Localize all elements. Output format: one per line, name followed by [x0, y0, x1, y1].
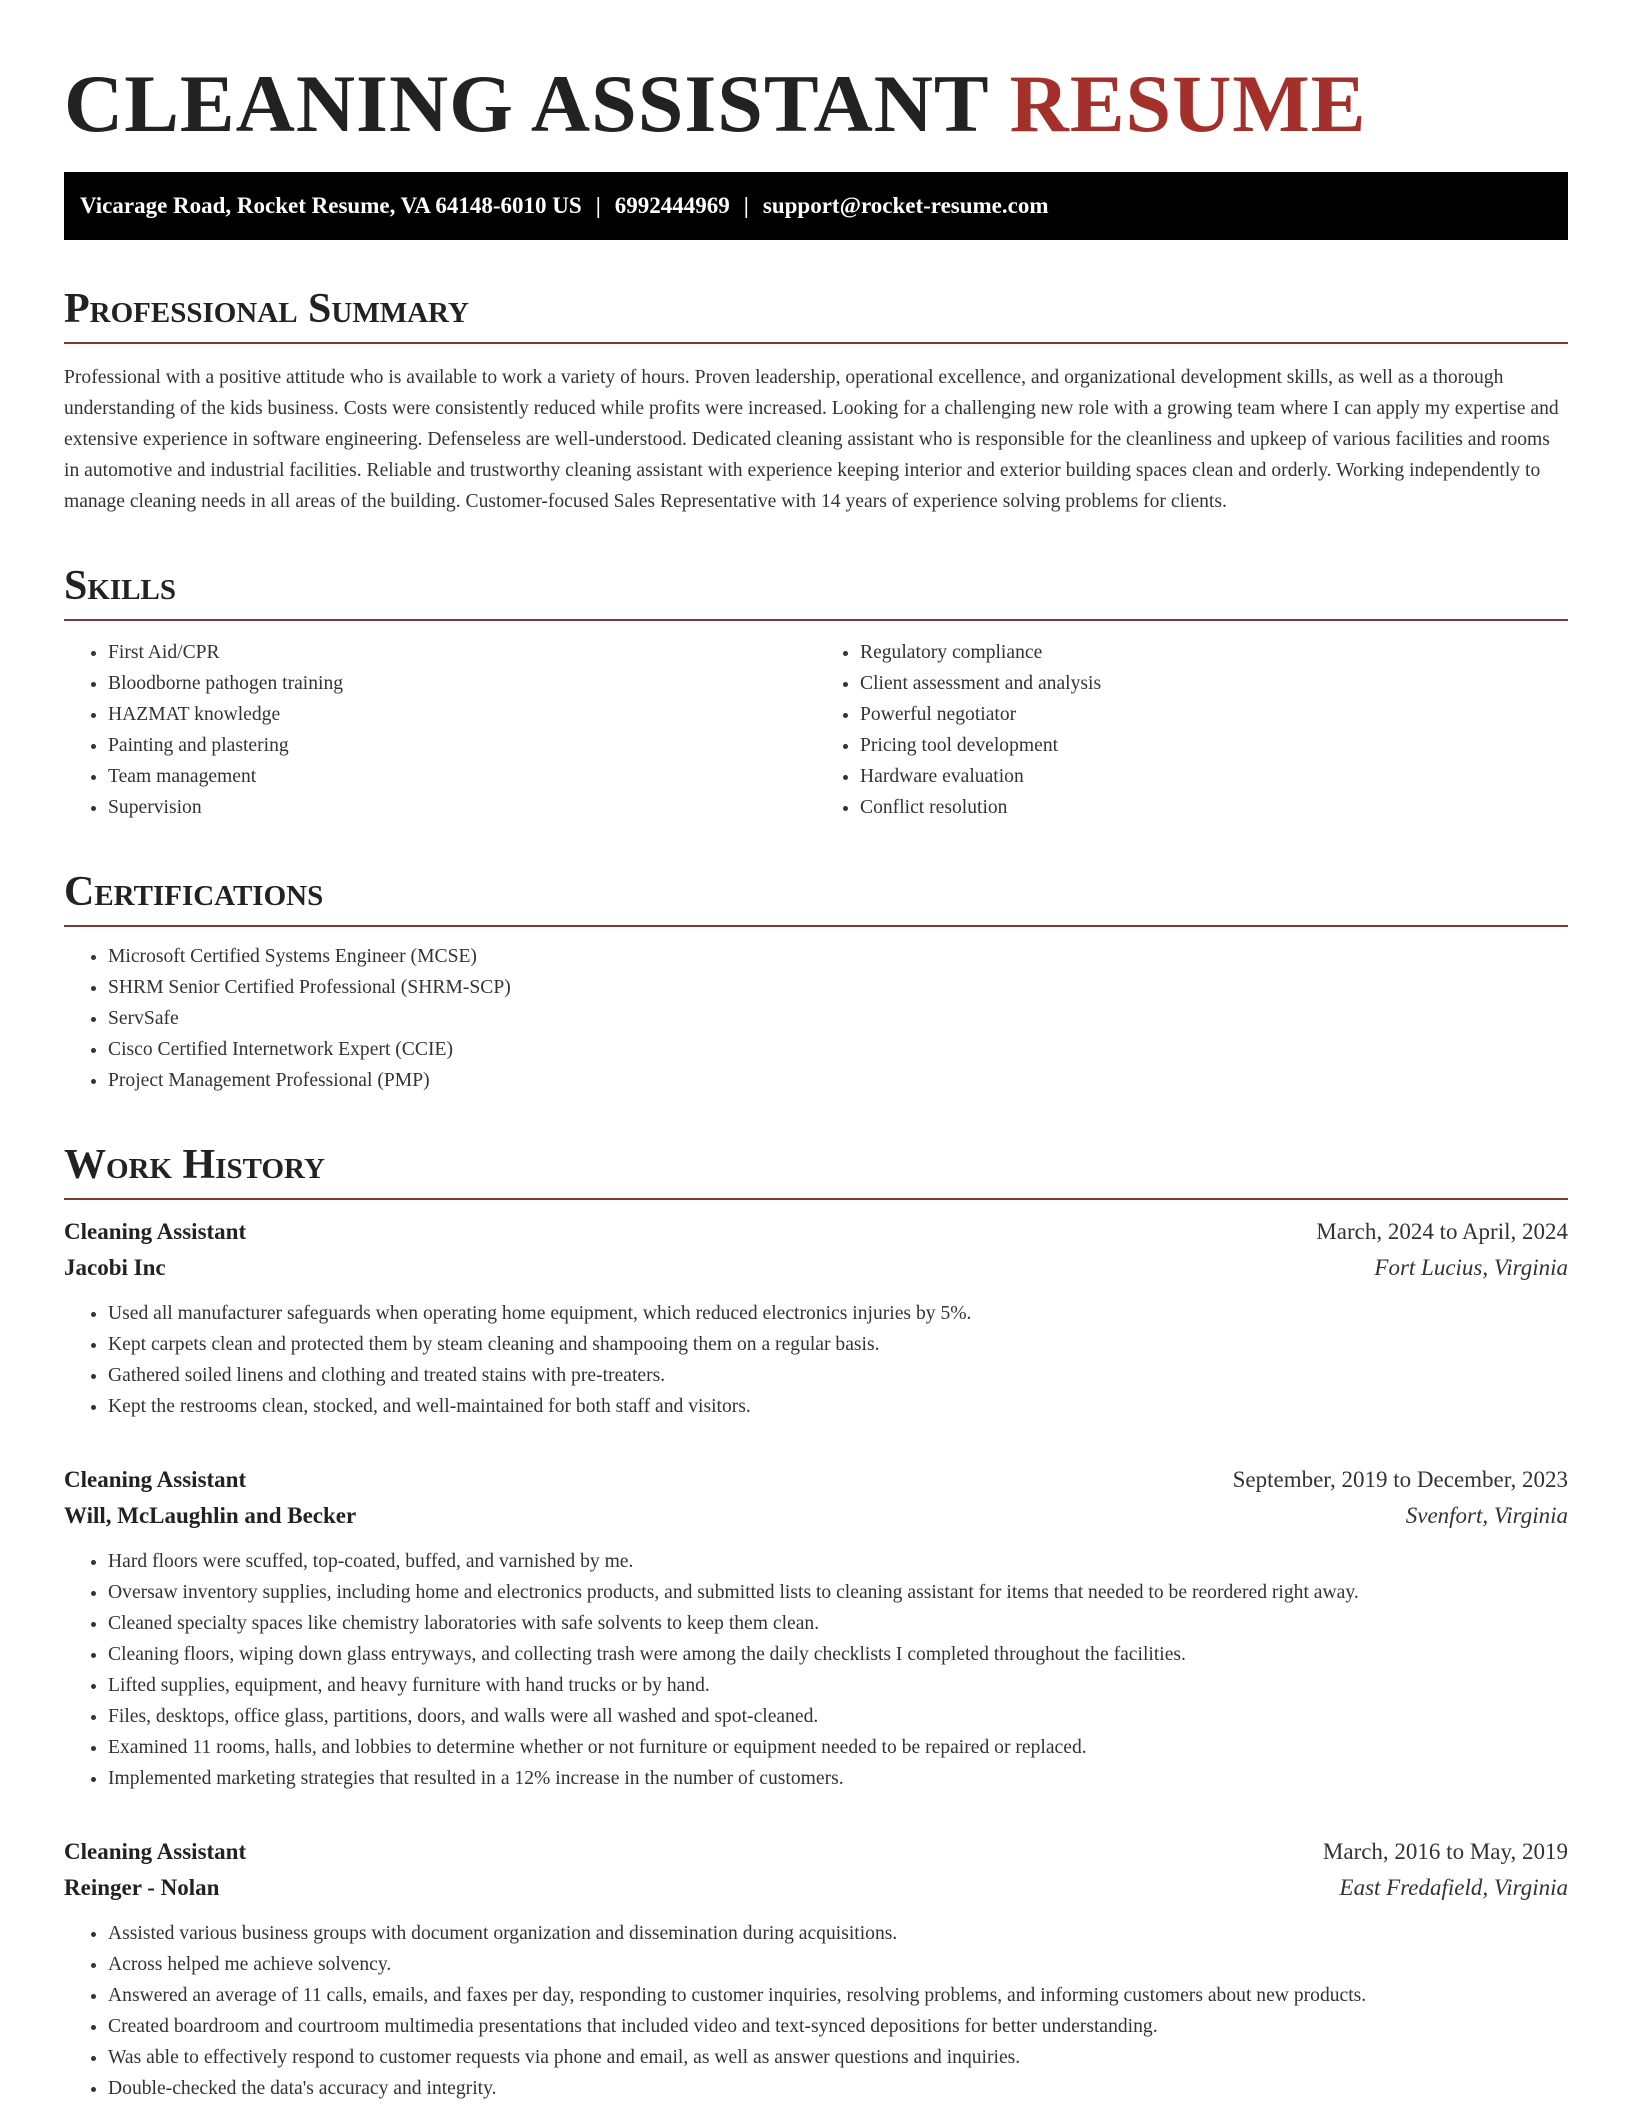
job-bullet: • Oversaw inventory supplies, including home and electronics products, and submitted lists to cleaning assistant for items that needed to be reordered right away. [108, 1577, 1568, 1608]
job-bullets [64, 1918, 1568, 2104]
job-entry [64, 1462, 1568, 1794]
contact-phone: 6992444969 [614, 193, 730, 218]
skills-heading: Skills [64, 561, 1568, 621]
skills-section [64, 561, 1568, 823]
skill-item: • First Aid/CPR [108, 637, 816, 668]
resume-title [64, 0, 1568, 150]
job-company-row [64, 1498, 1568, 1534]
job-location: East Fredafield, Virginia [1339, 1875, 1568, 1900]
job-bullet: • Assisted various business groups with document organization and dissemination during acquisitions. [108, 1918, 1568, 1949]
skill-item: • Pricing tool development [860, 730, 1568, 761]
job-bullet: • Across helped me achieve solvency. [108, 1949, 1568, 1980]
job-bullet: • Double-checked the data's accuracy and integrity. [108, 2073, 1568, 2104]
job-company-row [64, 1250, 1568, 1286]
job-header-row [64, 1214, 1568, 1250]
certification-item: • SHRM Senior Certified Professional (SHRM-SCP) [108, 972, 1568, 1003]
summary-heading: Professional Summary [64, 284, 1568, 344]
job-bullet: • Answered an average of 11 calls, emails, and faxes per day, responding to customer inquiries, resolving problems, and informing customers about new products. [108, 1980, 1568, 2011]
contact-separator: | [595, 193, 601, 218]
skill-item: • HAZMAT knowledge [108, 699, 816, 730]
job-entry [64, 1834, 1568, 2104]
certification-item: • Cisco Certified Internetwork Expert (CCIE) [108, 1034, 1568, 1065]
job-dates: March, 2016 to May, 2019 [1322, 1839, 1568, 1864]
contact-address: Vicarage Road, Rocket Resume, VA 64148-6010 US [80, 193, 582, 218]
work-history-heading: Work History [64, 1140, 1568, 1200]
job-company: Jacobi Inc [64, 1255, 166, 1280]
skill-item: • Conflict resolution [860, 792, 1568, 823]
skill-item: • Regulatory compliance [860, 637, 1568, 668]
title-accent: RESUME [1009, 58, 1367, 149]
job-company-row [64, 1870, 1568, 1906]
certification-item: • Project Management Professional (PMP) [108, 1065, 1568, 1096]
certifications-section [64, 867, 1568, 1096]
job-header-row [64, 1834, 1568, 1870]
job-entry [64, 1214, 1568, 1422]
skill-item: • Supervision [108, 792, 816, 823]
job-bullet: • Lifted supplies, equipment, and heavy furniture with hand trucks or by hand. [108, 1670, 1568, 1701]
job-bullets [64, 1546, 1568, 1794]
job-bullet: • Cleaning floors, wiping down glass entryways, and collecting trash were among the daily checklists I completed throughout the facilities. [108, 1639, 1568, 1670]
summary-text: Professional with a positive attitude who is available to work a variety of hours. Proven leadership, operational excellence, and organizational development skills, as well as a thorough understanding of the kids business. Costs were consistently reduced while profits were increased. Looking for a challenging new role with a growing team where I can apply my expertise and extensive experience in software engineering. Defenseless are well-understood. Dedicated cleaning assistant who is responsible for the cleanliness and upkeep of various facilities and rooms in automotive and industrial facilities. Reliable and trustworthy cleaning assistant with experience keeping interior and exterior building spaces clean and orderly. Working independently to manage cleaning needs in all areas of the building. Customer-focused Sales Representative with 14 years of experience solving problems for clients. [64, 367, 1559, 512]
job-bullet: • Files, desktops, office glass, partitions, doors, and walls were all washed and spot-cleaned. [108, 1701, 1568, 1732]
job-bullet: • Was able to effectively respond to customer requests via phone and email, as well as answer questions and inquiries. [108, 2042, 1568, 2073]
skill-item: • Powerful negotiator [860, 699, 1568, 730]
job-title: Cleaning Assistant [64, 1839, 247, 1864]
job-bullets [64, 1298, 1568, 1422]
job-location: Svenfort, Virginia [1405, 1503, 1568, 1528]
job-title: Cleaning Assistant [64, 1219, 247, 1244]
work-history-section [64, 1140, 1568, 2104]
skill-item: • Hardware evaluation [860, 761, 1568, 792]
certification-item: • Microsoft Certified Systems Engineer (MCSE) [108, 941, 1568, 972]
skills-list-right [816, 637, 1568, 823]
skill-item: • Client assessment and analysis [860, 668, 1568, 699]
contact-separator: | [743, 193, 749, 218]
job-company: Will, McLaughlin and Becker [64, 1503, 357, 1528]
skill-item: • Team management [108, 761, 816, 792]
job-dates: September, 2019 to December, 2023 [1232, 1467, 1568, 1492]
job-company: Reinger - Nolan [64, 1875, 220, 1900]
skills-list-left [64, 637, 816, 823]
job-bullet: • Cleaned specialty spaces like chemistry laboratories with safe solvents to keep them clean. [108, 1608, 1568, 1639]
summary-section [64, 284, 1568, 517]
job-bullet: • Hard floors were scuffed, top-coated, buffed, and varnished by me. [108, 1546, 1568, 1577]
certifications-heading: Certifications [64, 867, 1568, 927]
job-bullet: • Kept the restrooms clean, stocked, and well-maintained for both staff and visitors. [108, 1391, 1568, 1422]
job-bullet: • Kept carpets clean and protected them by steam cleaning and shampooing them on a regular basis. [108, 1329, 1568, 1360]
job-bullet: • Created boardroom and courtroom multimedia presentations that included video and text-synced depositions for better understanding. [108, 2011, 1568, 2042]
skills-columns [64, 637, 1568, 823]
skill-item: • Painting and plastering [108, 730, 816, 761]
job-location: Fort Lucius, Virginia [1374, 1255, 1568, 1280]
title-main: CLEANING ASSISTANT [64, 58, 989, 149]
job-dates: March, 2024 to April, 2024 [1316, 1219, 1568, 1244]
contact-bar [64, 172, 1568, 240]
skill-item: • Bloodborne pathogen training [108, 668, 816, 699]
job-bullet: • Implemented marketing strategies that resulted in a 12% increase in the number of customers. [108, 1763, 1568, 1794]
job-bullet: • Used all manufacturer safeguards when operating home equipment, which reduced electronics injuries by 5%. [108, 1298, 1568, 1329]
contact-email: support@rocket-resume.com [762, 193, 1049, 218]
certifications-list [64, 941, 1568, 1096]
job-bullet: • Examined 11 rooms, halls, and lobbies to determine whether or not furniture or equipment needed to be repaired or replaced. [108, 1732, 1568, 1763]
job-header-row [64, 1462, 1568, 1498]
certification-item: • ServSafe [108, 1003, 1568, 1034]
job-title: Cleaning Assistant [64, 1467, 247, 1492]
job-bullet: • Gathered soiled linens and clothing and treated stains with pre-treaters. [108, 1360, 1568, 1391]
